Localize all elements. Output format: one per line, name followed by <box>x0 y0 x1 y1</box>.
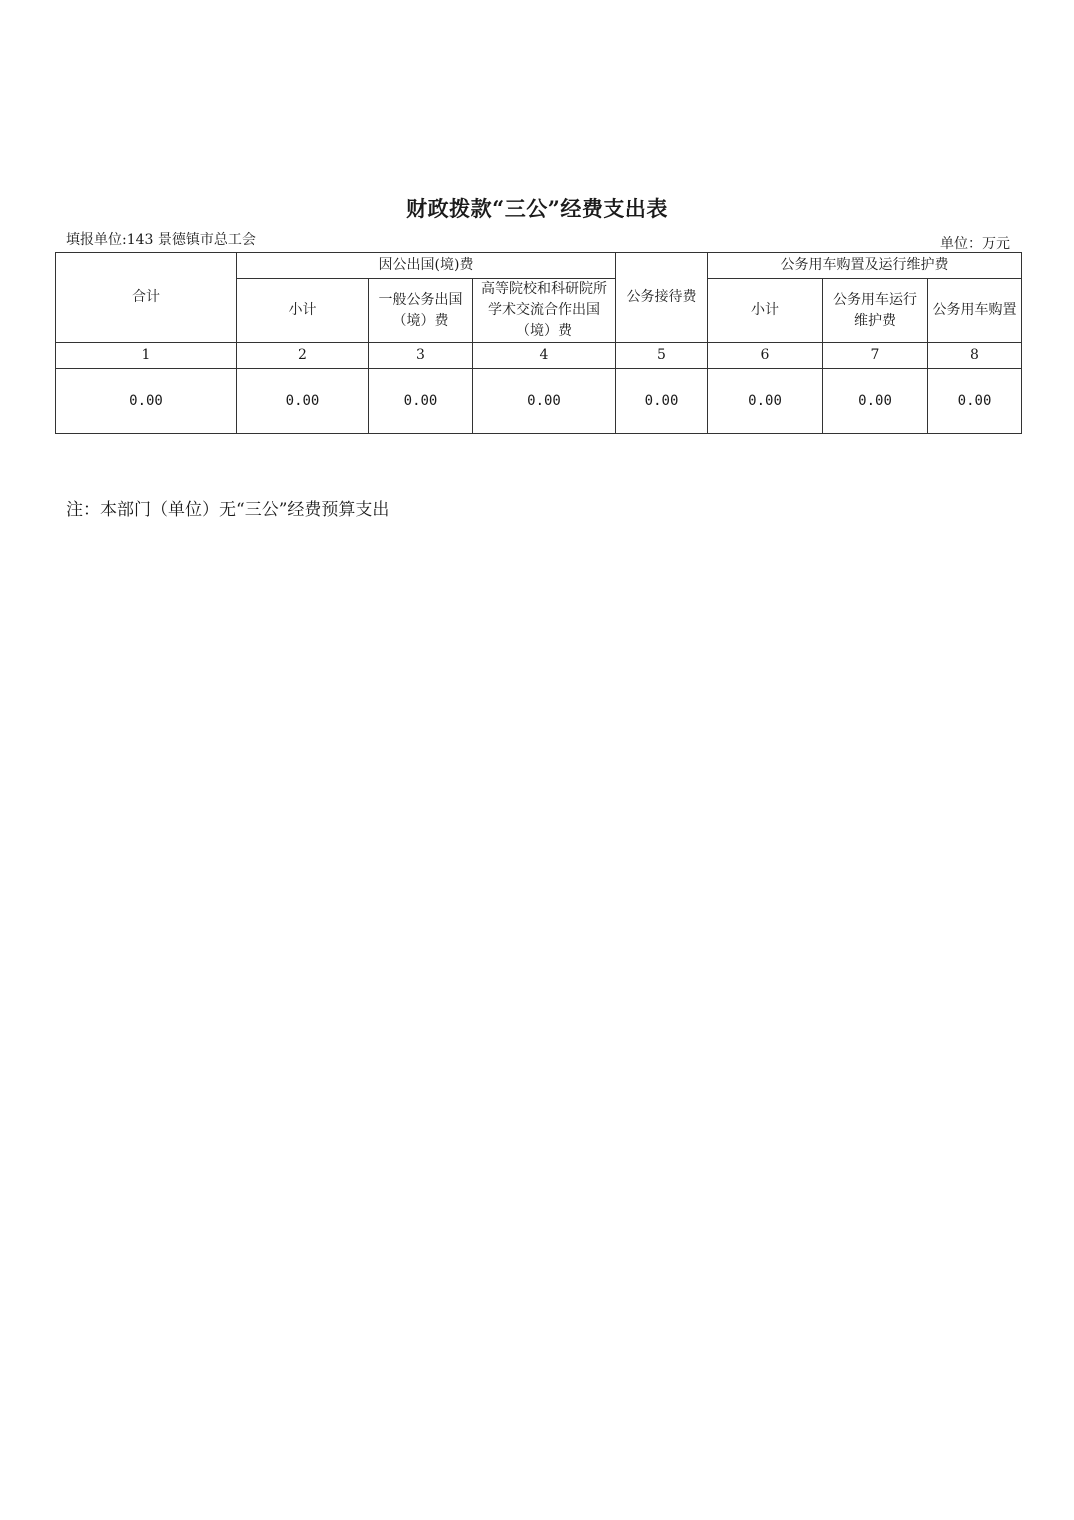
header-row-1 <box>56 253 1022 279</box>
value-cell: 0.00 <box>616 369 708 434</box>
header-abroad-subtotal: 小计 <box>237 279 369 343</box>
value-cell: 0.00 <box>237 369 369 434</box>
value-cell: 0.00 <box>708 369 823 434</box>
header-vehicle-subtotal: 小计 <box>708 279 823 343</box>
value-cell: 0.00 <box>473 369 616 434</box>
column-number: 8 <box>928 343 1022 369</box>
column-number-row <box>56 343 1022 369</box>
column-number: 3 <box>369 343 473 369</box>
expenditure-table <box>55 252 1022 434</box>
header-vehicle-group: 公务用车购置及运行维护费 <box>708 253 1022 279</box>
filing-unit-label: 填报单位:143 景德镇市总工会 <box>66 232 256 248</box>
column-number: 5 <box>616 343 708 369</box>
column-number: 4 <box>473 343 616 369</box>
header-abroad-group: 因公出国(境)费 <box>237 253 616 279</box>
value-cell: 0.00 <box>56 369 237 434</box>
footnote: 注：本部门（单位）无“三公”经费预算支出 <box>66 500 390 520</box>
document-title: 财政拨款“三公”经费支出表 <box>406 196 668 221</box>
value-row <box>56 369 1022 434</box>
value-cell: 0.00 <box>823 369 928 434</box>
header-abroad-academic: 高等院校和科研院所学术交流合作出国（境）费 <box>473 279 616 343</box>
header-total: 合计 <box>56 253 237 343</box>
header-vehicle-operation: 公务用车运行维护费 <box>823 279 928 343</box>
currency-unit-label: 单位：万元 <box>940 236 1010 252</box>
column-number: 6 <box>708 343 823 369</box>
value-cell: 0.00 <box>928 369 1022 434</box>
column-number: 7 <box>823 343 928 369</box>
header-vehicle-purchase: 公务用车购置 <box>928 279 1022 343</box>
header-reception: 公务接待费 <box>616 253 708 343</box>
value-cell: 0.00 <box>369 369 473 434</box>
column-number: 2 <box>237 343 369 369</box>
header-abroad-general: 一般公务出国（境）费 <box>369 279 473 343</box>
column-number: 1 <box>56 343 237 369</box>
